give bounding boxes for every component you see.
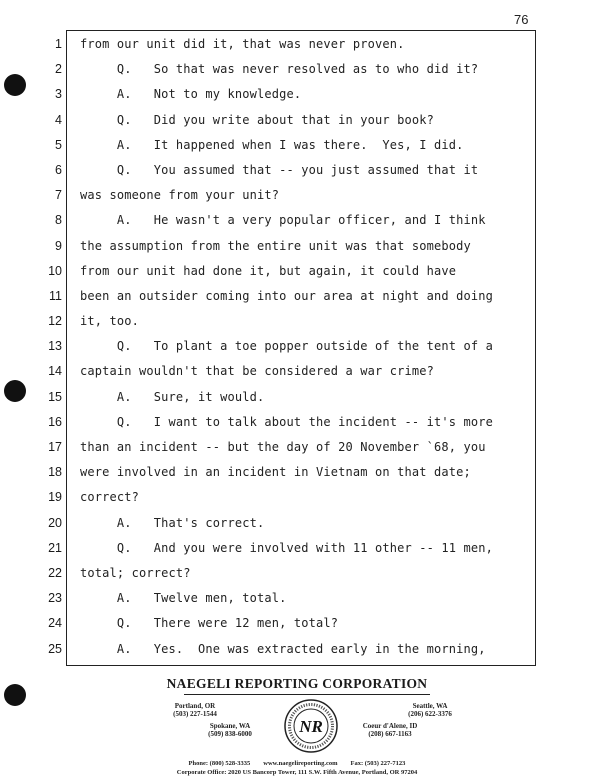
corporate-seal-icon [283,698,339,754]
contact-phone-line: Phone: (800) 528-3335 www.naegelireporting.com Fax: (503) 227-7123 [188,760,406,767]
office-portland [150,702,240,718]
office-spokane [185,722,275,738]
transcript-line: A. Not to my knowledge. [80,87,302,102]
transcript-line: it, too. [80,314,139,329]
line-number-column [36,32,64,662]
line-number: 23 [48,591,62,606]
line-number: 13 [48,339,62,354]
corporate-office-line: Corporate Office: 2020 US Bancorp Tower, 111 S.W. Fifth Avenue, Portland, OR 97204 [176,769,418,776]
page-number: 76 [514,12,529,27]
line-number: 19 [48,490,62,505]
transcript-line: A. He wasn't a very popular officer, and I think [80,213,486,228]
line-number: 6 [55,162,62,177]
seal-monogram: NR [299,717,323,736]
line-number: 9 [55,238,62,253]
company-rule [184,694,430,695]
footer [0,672,594,784]
office-city: Coeur d'Alene, ID [362,722,418,730]
office-coeur-dalene [345,722,435,738]
line-number: 1 [55,37,62,51]
line-number: 12 [48,314,62,329]
transcript-line: A. Twelve men, total. [80,591,287,606]
line-number: 5 [55,137,62,152]
transcript-line: correct? [80,490,139,505]
company-name: NAEGELI REPORTING CORPORATION [166,676,428,691]
line-number: 8 [55,213,62,228]
line-number: 15 [48,389,62,404]
binder-hole-middle [4,380,26,402]
transcript-line: A. Yes. One was extracted early in the morning, [80,641,486,656]
transcript-line: Q. And you were involved with 11 other -- 11 men, [80,540,493,555]
transcript-line: Q. I want to talk about the incident -- it's more [80,414,493,429]
transcript-line: Q. There were 12 men, total? [80,616,339,631]
office-city: Portland, OR [174,702,216,710]
transcript-line: were involved in an incident in Vietnam on that date; [80,465,471,480]
line-number: 22 [48,565,62,580]
office-phone: (208) 667-1163 [368,730,412,738]
office-seattle [385,702,475,718]
transcript-line: from our unit did it, that was never proven. [80,37,405,51]
line-number: 18 [48,465,62,480]
office-phone: (206) 622-3376 [408,710,452,718]
transcript-line: A. It happened when I was there. Yes, I did. [80,137,464,152]
transcript-line: Q. So that was never resolved as to who did it? [80,62,479,77]
office-city: Seattle, WA [412,702,448,710]
line-number: 25 [48,641,62,656]
line-number: 7 [55,188,62,203]
transcript-line: from our unit had done it, but again, it could have [80,263,457,278]
transcript-line: than an incident -- but the day of 20 November `68, you [80,440,486,454]
line-number: 16 [48,414,62,429]
transcript-line: Q. To plant a toe popper outside of the tent of a [80,339,493,354]
line-number: 11 [49,288,62,303]
line-number: 20 [48,515,62,530]
transcript-line: captain wouldn't that be considered a war crime? [80,364,434,379]
line-number: 10 [48,263,62,278]
transcript-body [80,32,536,662]
transcript-line: A. Sure, it would. [80,389,265,404]
transcript-line: Q. Did you write about that in your book? [80,112,434,127]
transcript-line: was someone from your unit? [80,188,280,203]
transcript-line: total; correct? [80,565,191,580]
transcript-line: the assumption from the entire unit was that somebody [80,238,471,253]
line-number: 3 [55,87,62,102]
line-number: 2 [55,62,62,77]
office-city: Spokane, WA [209,722,251,730]
line-number: 4 [55,112,62,127]
office-phone: (503) 227-1544 [173,710,217,718]
line-number: 17 [48,440,62,454]
transcript-line: A. That's correct. [80,515,265,530]
line-number: 14 [48,364,62,379]
line-number: 24 [48,616,62,631]
line-number: 21 [48,540,62,555]
transcript-line: Q. You assumed that -- you just assumed that it [80,162,479,177]
binder-hole-top [4,74,26,96]
office-phone: (509) 838-6000 [208,730,252,738]
transcript-line: been an outsider coming into our area at night and doing [80,288,493,303]
